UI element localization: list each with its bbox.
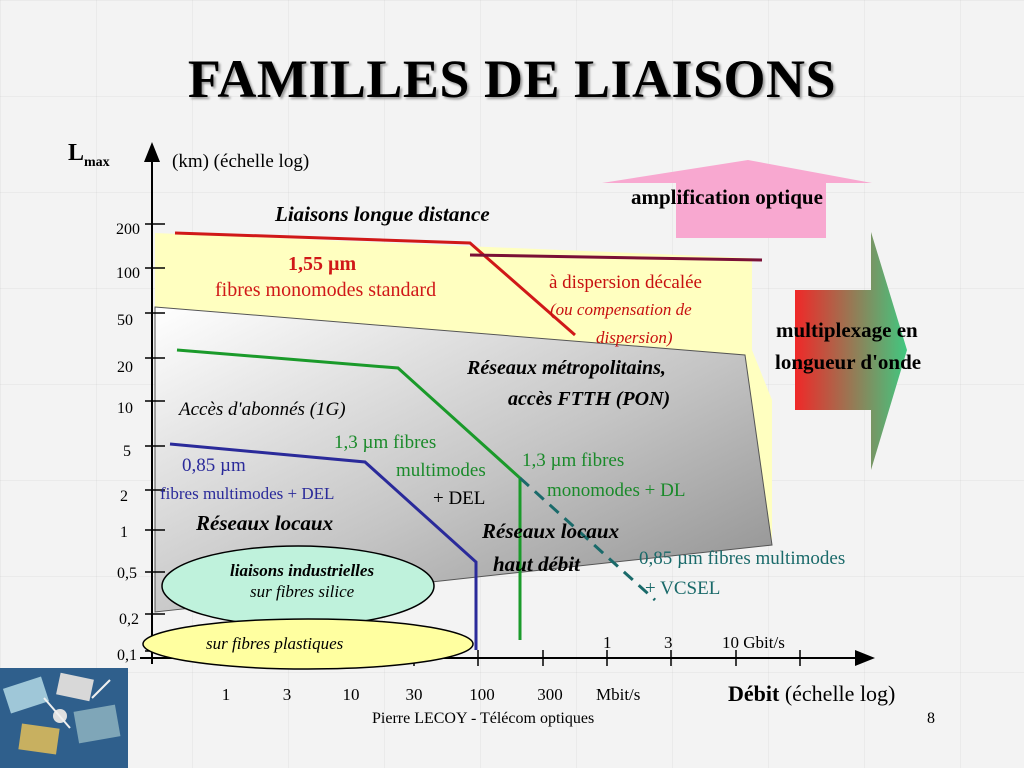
y-tick-2: 2 bbox=[120, 488, 128, 505]
label-sm13-1: 1,3 µm fibres bbox=[522, 450, 625, 471]
label-sm13-2: monomodes + DL bbox=[547, 480, 686, 501]
x-tick-1m: 1 bbox=[221, 685, 231, 704]
y-tick-20: 20 bbox=[117, 359, 133, 376]
label-wdm-2: longueur d'onde bbox=[775, 350, 922, 374]
label-compensation-2: dispersion) bbox=[596, 328, 673, 347]
x-tick-10m: 10 bbox=[342, 685, 360, 704]
label-industrial-1: liaisons industrielles bbox=[230, 561, 375, 580]
y-tick-200: 200 bbox=[116, 221, 140, 238]
label-metro-2: accès FTTH (PON) bbox=[508, 388, 671, 410]
label-vcsel-1: 0,85 µm fibres multimodes bbox=[639, 548, 846, 569]
x-axis-title-bold: Débit bbox=[728, 681, 780, 706]
label-subscriber-access: Accès d'abonnés (1G) bbox=[179, 399, 346, 420]
y-axis-unit: (km) (échelle log) bbox=[172, 151, 310, 172]
slide-title: FAMILLES DE LIAISONS bbox=[187, 49, 837, 109]
y-tick-0-5: 0,5 bbox=[117, 565, 137, 582]
label-smf-standard: fibres monomodes standard bbox=[215, 279, 437, 301]
y-tick-0-1: 0,1 bbox=[117, 647, 137, 664]
label-vcsel-2: + VCSEL bbox=[645, 578, 721, 599]
y-axis-label-main: L bbox=[68, 140, 85, 166]
x-tick-3g: 3 bbox=[664, 633, 673, 652]
label-155um: 1,55 µm bbox=[288, 253, 357, 275]
x-tick-30m: 30 bbox=[405, 685, 423, 704]
x-tick-1g: 1 bbox=[603, 633, 612, 652]
y-tick-100: 100 bbox=[116, 265, 140, 282]
label-mm13-3: + DEL bbox=[433, 488, 486, 509]
label-local-networks: Réseaux locaux bbox=[196, 511, 334, 535]
components-photo-art bbox=[0, 668, 128, 768]
label-hs-local-2: haut débit bbox=[493, 552, 580, 576]
x-tick-300m: 300 bbox=[537, 685, 563, 704]
x-axis-arrowhead bbox=[855, 650, 875, 666]
label-compensation-1: (ou compensation de bbox=[550, 300, 692, 319]
y-axis-label bbox=[68, 140, 110, 171]
label-mm13-2: multimodes bbox=[396, 460, 486, 481]
label-metro-1: Réseaux métropolitains, bbox=[467, 357, 666, 379]
y-tick-1: 1 bbox=[120, 524, 128, 541]
y-tick-0-2: 0,2 bbox=[119, 611, 139, 628]
footer-page-number: 8 bbox=[927, 710, 935, 727]
x-tick-10g: 10 Gbit/s bbox=[722, 633, 785, 652]
label-wdm-1: multiplexage en bbox=[776, 318, 918, 342]
x-tick-mbits-unit: Mbit/s bbox=[596, 685, 641, 704]
x-tick-100m: 100 bbox=[469, 685, 495, 704]
label-mm085-2: fibres multimodes + DEL bbox=[160, 484, 335, 503]
label-dispersion-shifted: à dispersion décalée bbox=[549, 272, 702, 293]
label-mm085-1: 0,85 µm bbox=[182, 455, 246, 476]
components-photo bbox=[0, 668, 128, 768]
label-amplification: amplification optique bbox=[631, 185, 823, 209]
footer-author: Pierre LECOY - Télécom optiques bbox=[372, 710, 595, 727]
x-axis-title bbox=[728, 681, 895, 707]
y-tick-10: 10 bbox=[117, 400, 133, 417]
label-long-distance: Liaisons longue distance bbox=[275, 202, 490, 226]
y-tick-50: 50 bbox=[117, 312, 133, 329]
x-axis-title-rest: (échelle log) bbox=[779, 681, 896, 706]
x-tick-3m: 3 bbox=[282, 685, 292, 704]
y-axis-label-sub: max bbox=[84, 154, 110, 170]
label-hs-local-1: Réseaux locaux bbox=[482, 519, 620, 543]
label-industrial-2: sur fibres silice bbox=[250, 582, 355, 601]
y-tick-5: 5 bbox=[123, 443, 131, 460]
label-plastic: sur fibres plastiques bbox=[206, 634, 344, 653]
label-mm13-1: 1,3 µm fibres bbox=[334, 432, 437, 453]
y-axis-arrowhead bbox=[144, 142, 160, 162]
